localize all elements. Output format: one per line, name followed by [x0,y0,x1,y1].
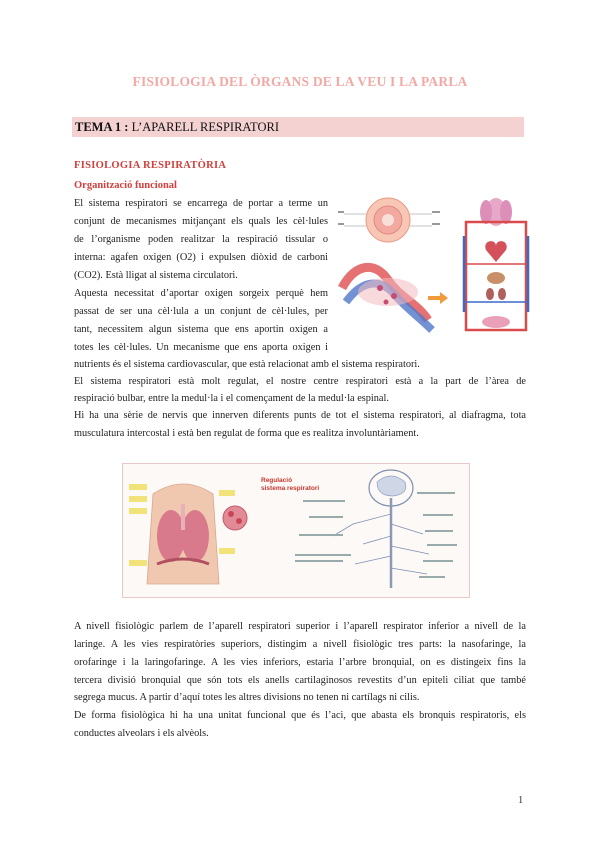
paragraph-line: tercera divisió bronquial que són tots els anells cartilaginosos revestits d’un epiteli ciliat que també [74,675,526,686]
paragraph-line: conjunt de mecanismes mitjançant els quals les cèl·lules [74,216,328,227]
paragraph-line: segrega mucus. A partir d’aquí totes les altres divisions no tenen ni cartílags ni cilis. [74,692,420,703]
figure-title-line: Regulació [261,477,293,484]
alveoli-icon [223,506,247,530]
paragraph-line: orofaringe i la laringofaringe. A les vies inferiors, estaria l’arbre bronquial, on es distingeix fins la [74,657,526,668]
paragraph-line: Aquesta necessitat d’aportar oxigen sorgeix perquè hem [74,288,328,299]
paragraph-line: respiració bulbar, entre la medul·la i el començament de la medul·la espinal. [74,393,389,404]
respiratory-regulation-figure [122,463,470,598]
figure-title-line: sistema respiratori [261,485,320,492]
tema-name: L’APARELL RESPIRATORI [128,120,279,134]
paragraph-line: de l’organisme poden realitzar la respiració tissular o [74,234,328,245]
document-title: FISIOLOGIA DEL ÒRGANS DE LA VEU I LA PARLA [132,74,468,89]
tema-heading [75,120,279,135]
subsection-heading: Organització funcional [74,180,177,191]
paragraph-line: El sistema respiratori està molt regulat, el nostre centre respiratori està a la part de l’àrea de [74,376,526,387]
paragraph-line: nutrients és el sistema cardiovascular, que està relacionat amb el sistema respiratori. [74,359,420,370]
paragraph-line: passat de ser una cèl·lula a un conjunt de cèl·lules, per [74,306,328,317]
paragraph-line: totes les cèl·lules. Un mecanisme que ens aporta oxigen i [74,342,328,353]
paragraph-line: De forma fisiològica hi ha una unitat funcional que és l’aci, que abasta els bronquis respiratoris, els [74,710,526,721]
paragraph-line: A nivell fisiològic parlem de l’aparell respiratori superior i l’aparell respirator inferior a nivell de la [74,621,526,632]
tema-number: TEMA 1 : [75,120,129,134]
paragraph-line: tant, necessitem algun sistema que ens aportin oxigen a [74,324,328,335]
paragraph-line: laringe. A les vies respiratòries superiors, distingim a nivell fisiològic tres parts: la nasofaringe, la [74,639,526,650]
brain-icon [377,476,406,496]
paragraph-line: interna: agafen oxigen (O2) i expulsen diòxid de carboni [74,252,328,263]
paragraph-line: conductes alveolars i els alvèols. [74,728,209,739]
paragraph-line: (CO2). Està lligat al sistema circulatori. [74,270,238,281]
paragraph-line: El sistema respiratori se encarrega de portar a terme un [74,198,328,209]
lungs-icon [157,510,185,562]
page-number: 1 [518,795,524,806]
paragraph-line: Hi ha una sèrie de nervis que innerven diferents punts de tot el sistema respiratori, al diafragma, tota [74,410,526,421]
section-heading: FISIOLOGIA RESPIRATÒRIA [74,160,227,171]
paragraph-line: musculatura intercostal i està ben regulat de forma que es realitza involuntàriament. [74,428,419,439]
circulation-figure [336,192,532,338]
